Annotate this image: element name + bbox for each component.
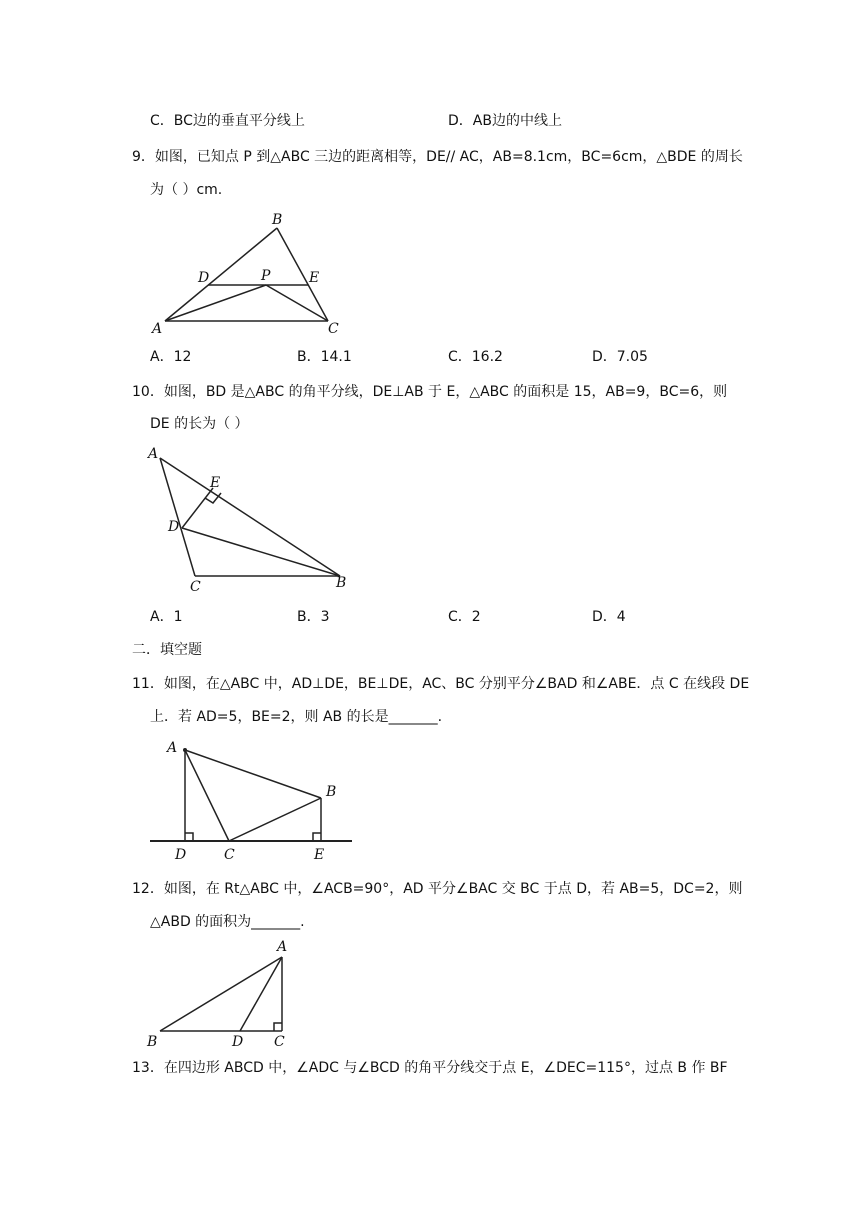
q11-stem-line2: 上．若 AD=5，BE=2，则 AB 的长是_______. (150, 709, 443, 725)
q11-label-c: C (224, 847, 235, 863)
q12-segment-da (240, 957, 282, 1031)
q12-figure (160, 957, 282, 1031)
q11-right-angle-e (313, 833, 321, 841)
q11-label-e: E (314, 847, 325, 863)
q9-label-d: D (198, 270, 210, 286)
q9-label-p: P (261, 268, 271, 284)
q12-segment-ba (160, 957, 282, 1031)
q10-label-d: D (168, 519, 180, 535)
q9-label-a: A (152, 321, 163, 337)
q10-label-b: B (336, 575, 347, 591)
q9-option-a: A．12 (150, 349, 192, 365)
q10-option-c: C．2 (448, 609, 481, 625)
q9-label-b: B (272, 212, 283, 228)
q10-stem-line1: 10．如图，BD 是△ABC 的角平分线，DE⊥AB 于 E，△ABC 的面积是 15，AB=9，BC=6，则 (132, 384, 728, 400)
q10-segment-ab (160, 458, 340, 576)
q11-label-d: D (175, 847, 187, 863)
q9-triangle (165, 228, 328, 321)
q9-option-b: B．14.1 (297, 349, 352, 365)
q10-figure (160, 458, 340, 576)
q11-label-a: A (167, 740, 178, 756)
q10-label-c: C (190, 579, 201, 595)
q8-option-d: D．AB边的中线上 (448, 113, 562, 129)
q9-label-c: C (328, 321, 339, 337)
q10-label-e: E (210, 475, 221, 491)
q11-stem-line1: 11．如图，在△ABC 中，AD⊥DE，BE⊥DE，AC、BC 分别平分∠BAD 和∠ABE．点 C 在线段 DE (132, 676, 750, 692)
q9-segment-ap (165, 285, 266, 321)
q10-label-a: A (148, 446, 159, 462)
q10-segment-db (182, 528, 340, 576)
q10-option-b: B．3 (297, 609, 330, 625)
q9-stem-line1: 9．如图，已知点 P 到△ABC 三边的距离相等，DE// AC，AB=8.1cm，BC=6cm，△BDE 的周长 (132, 149, 743, 165)
q12-label-a: A (277, 939, 288, 955)
q9-option-d: D．7.05 (592, 349, 648, 365)
q10-option-a: A．1 (150, 609, 183, 625)
q11-segment-cb (229, 798, 321, 841)
q13-stem-line1: 13．在四边形 ABCD 中，∠ADC 与∠BCD 的角平分线交于点 E，∠DEC=115°，过点 B 作 BF (132, 1060, 728, 1076)
q12-label-d: D (232, 1034, 244, 1050)
q12-label-b: B (147, 1034, 158, 1050)
q11-label-b: B (326, 784, 337, 800)
q9-stem-line2: 为（ ）cm. (150, 182, 223, 198)
q12-right-angle-c (274, 1023, 282, 1031)
q11-figure (150, 748, 352, 841)
section-heading-fill-in: 二．填空题 (132, 642, 202, 658)
q11-right-angle-d (185, 833, 193, 841)
q12-stem-line2: △ABD 的面积为_______. (150, 914, 305, 930)
q8-option-c: C．BC边的垂直平分线上 (150, 113, 305, 129)
q9-label-e: E (309, 270, 320, 286)
q10-stem-line2: DE 的长为（ ） (150, 416, 249, 432)
q10-segment-de (182, 488, 213, 528)
q11-point-a (183, 748, 187, 752)
q10-option-d: D．4 (592, 609, 626, 625)
q9-option-c: C．16.2 (448, 349, 503, 365)
q12-label-c: C (274, 1034, 285, 1050)
q12-stem-line1: 12．如图，在 Rt△ABC 中，∠ACB=90°，AD 平分∠BAC 交 BC 于点 D，若 AB=5，DC=2，则 (132, 881, 743, 897)
